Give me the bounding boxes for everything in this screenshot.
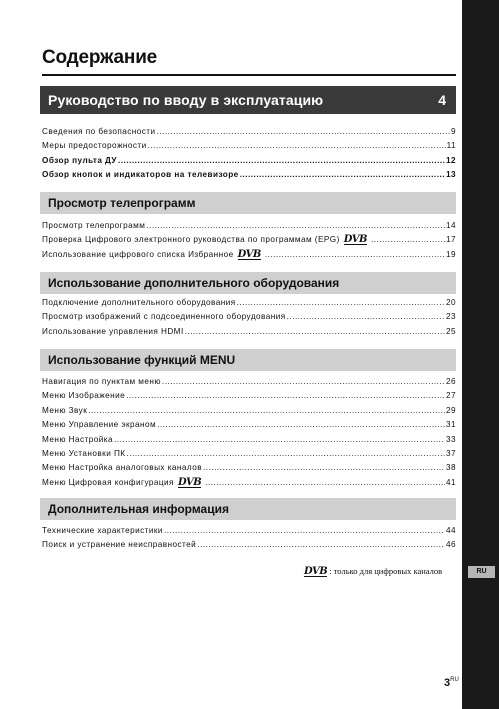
toc-leader (185, 325, 445, 339)
toc-entry-page: 27 (445, 391, 456, 401)
toc-leader (162, 375, 445, 389)
section-header-info[interactable] (40, 498, 456, 520)
toc-entry-page: 20 (445, 298, 456, 307)
toc-entry[interactable] (42, 476, 456, 490)
toc-leader (371, 233, 445, 247)
toc-entry[interactable] (42, 233, 456, 247)
toc-entry[interactable] (42, 447, 456, 461)
toc-entry-text: Обзор пульта ДУ (42, 155, 117, 165)
toc-entry[interactable] (42, 418, 456, 432)
section-header-label: Использование функций MENU (48, 353, 236, 367)
side-bar (462, 0, 499, 709)
toc-leader (146, 219, 445, 233)
toc-entry[interactable] (42, 538, 456, 552)
main-section-header[interactable] (40, 86, 456, 114)
toc-entry-page: 12 (445, 155, 456, 165)
toc-list-menu (42, 375, 456, 490)
toc-entry-text: Меры предосторожности (42, 141, 147, 151)
toc-entry[interactable] (42, 248, 456, 262)
dvb-logo-icon: DVB (343, 234, 367, 246)
toc-entry[interactable] (42, 325, 456, 339)
toc-leader (157, 125, 450, 139)
toc-entry[interactable] (42, 168, 456, 182)
toc-entry-text: Использование цифрового списка Избранное (42, 249, 234, 259)
toc-entry-page: 38 (445, 463, 456, 473)
toc-entry[interactable] (42, 404, 456, 418)
section-header-label: Просмотр телепрограмм (48, 196, 196, 210)
toc-entry-text: Просмотр изображений с подсоединенного оборудования (42, 312, 286, 322)
toc-leader (265, 248, 445, 262)
toc-entry-text: Меню Настройка аналоговых каналов (42, 463, 203, 473)
section-header-equipment[interactable] (40, 272, 456, 294)
toc-entry[interactable] (42, 389, 456, 403)
toc-entry-page: 9 (450, 127, 456, 136)
toc-list-intro (42, 125, 456, 183)
toc-leader (114, 433, 445, 447)
toc-entry-page: 26 (445, 377, 456, 386)
page-number (444, 677, 459, 689)
toc-entry[interactable] (42, 139, 456, 153)
toc-entry-page: 46 (445, 540, 456, 550)
toc-leader (287, 310, 445, 324)
toc-entry-text: Меню Установки ПК (42, 448, 126, 458)
section-header-viewing[interactable] (40, 192, 456, 214)
toc-entry-text: Навигация по пунктам меню (42, 377, 161, 386)
toc-leader (197, 538, 445, 552)
toc-entry-text: Сведения по безопасности (42, 127, 156, 136)
toc-leader (164, 524, 445, 538)
toc-entry[interactable] (42, 375, 456, 389)
dvb-logo-icon: DVB (237, 248, 261, 260)
toc-entry-page: 37 (445, 448, 456, 458)
toc-entry-page: 29 (445, 405, 456, 415)
toc-entry-text: Подключение дополнительного оборудования (42, 298, 236, 307)
language-tab: RU (468, 566, 495, 578)
toc-entry[interactable] (42, 219, 456, 233)
toc-entry[interactable] (42, 524, 456, 538)
toc-entry[interactable] (42, 310, 456, 324)
page-number-suffix: RU (450, 677, 459, 683)
toc-entry-text: Обзор кнопок и индикаторов на телевизоре (42, 170, 239, 180)
page-title: Содержание (42, 47, 158, 68)
toc-entry[interactable] (42, 433, 456, 447)
toc-leader (237, 296, 445, 310)
toc-entry-page: 44 (445, 526, 456, 535)
footnote (304, 566, 442, 577)
toc-list-viewing (42, 219, 456, 262)
toc-entry-page: 23 (445, 312, 456, 322)
toc-entry-text: Проверка Цифрового электронного руководства по программам (EPG) (42, 235, 340, 245)
section-header-label: Дополнительная информация (48, 502, 229, 516)
toc-leader (126, 389, 445, 403)
toc-entry-text: Поиск и устранение неисправностей (42, 540, 197, 550)
toc-entry-text: Просмотр телепрограмм (42, 221, 146, 230)
section-header-label: Использование дополнительного оборудования (48, 276, 340, 290)
toc-entry-text: Использование управления HDMI (42, 326, 184, 336)
toc-entry-text: Меню Цифровая конфигурация (42, 477, 174, 487)
footnote-text: : только для цифровых каналов (329, 566, 443, 576)
toc-leader (157, 418, 445, 432)
dvb-logo-icon: DVB (304, 566, 328, 577)
toc-entry-page: 17 (445, 235, 456, 245)
toc-entry-text: Технические характеристики (42, 526, 163, 535)
toc-leader (240, 168, 445, 182)
toc-entry[interactable] (42, 125, 456, 139)
dvb-logo-icon: DVB (177, 476, 202, 488)
toc-leader (203, 461, 445, 475)
toc-entry-text: Меню Изображение (42, 391, 126, 401)
toc-entry-text: Меню Управление экраном (42, 420, 157, 430)
toc-list-equipment (42, 296, 456, 339)
toc-entry[interactable] (42, 461, 456, 475)
title-rule (42, 74, 456, 76)
toc-leader (148, 139, 446, 153)
toc-entry[interactable] (42, 154, 456, 168)
toc-leader (118, 154, 445, 168)
toc-entry-page: 31 (445, 420, 456, 430)
page-number-value: 3 (444, 677, 451, 689)
toc-entry[interactable] (42, 296, 456, 310)
toc-entry-page: 33 (445, 434, 456, 444)
toc-entry-page: 13 (445, 170, 456, 180)
toc-entry-text: Меню Настройка (42, 434, 114, 444)
section-header-menu[interactable] (40, 349, 456, 371)
toc-leader (205, 476, 445, 490)
toc-entry-text: Меню Звук (42, 405, 88, 415)
toc-entry-page: 14 (445, 221, 456, 230)
toc-leader (127, 447, 445, 461)
toc-leader (88, 404, 445, 418)
toc-entry-page: 25 (445, 326, 456, 336)
toc-entry-page: 19 (445, 249, 456, 259)
toc-entry-page: 41 (445, 477, 456, 487)
toc-entry-page: 11 (446, 141, 456, 151)
toc-list-info (42, 524, 456, 553)
main-section-page: 4 (438, 92, 446, 108)
main-section-label: Руководство по вводу в эксплуатацию (48, 92, 324, 108)
